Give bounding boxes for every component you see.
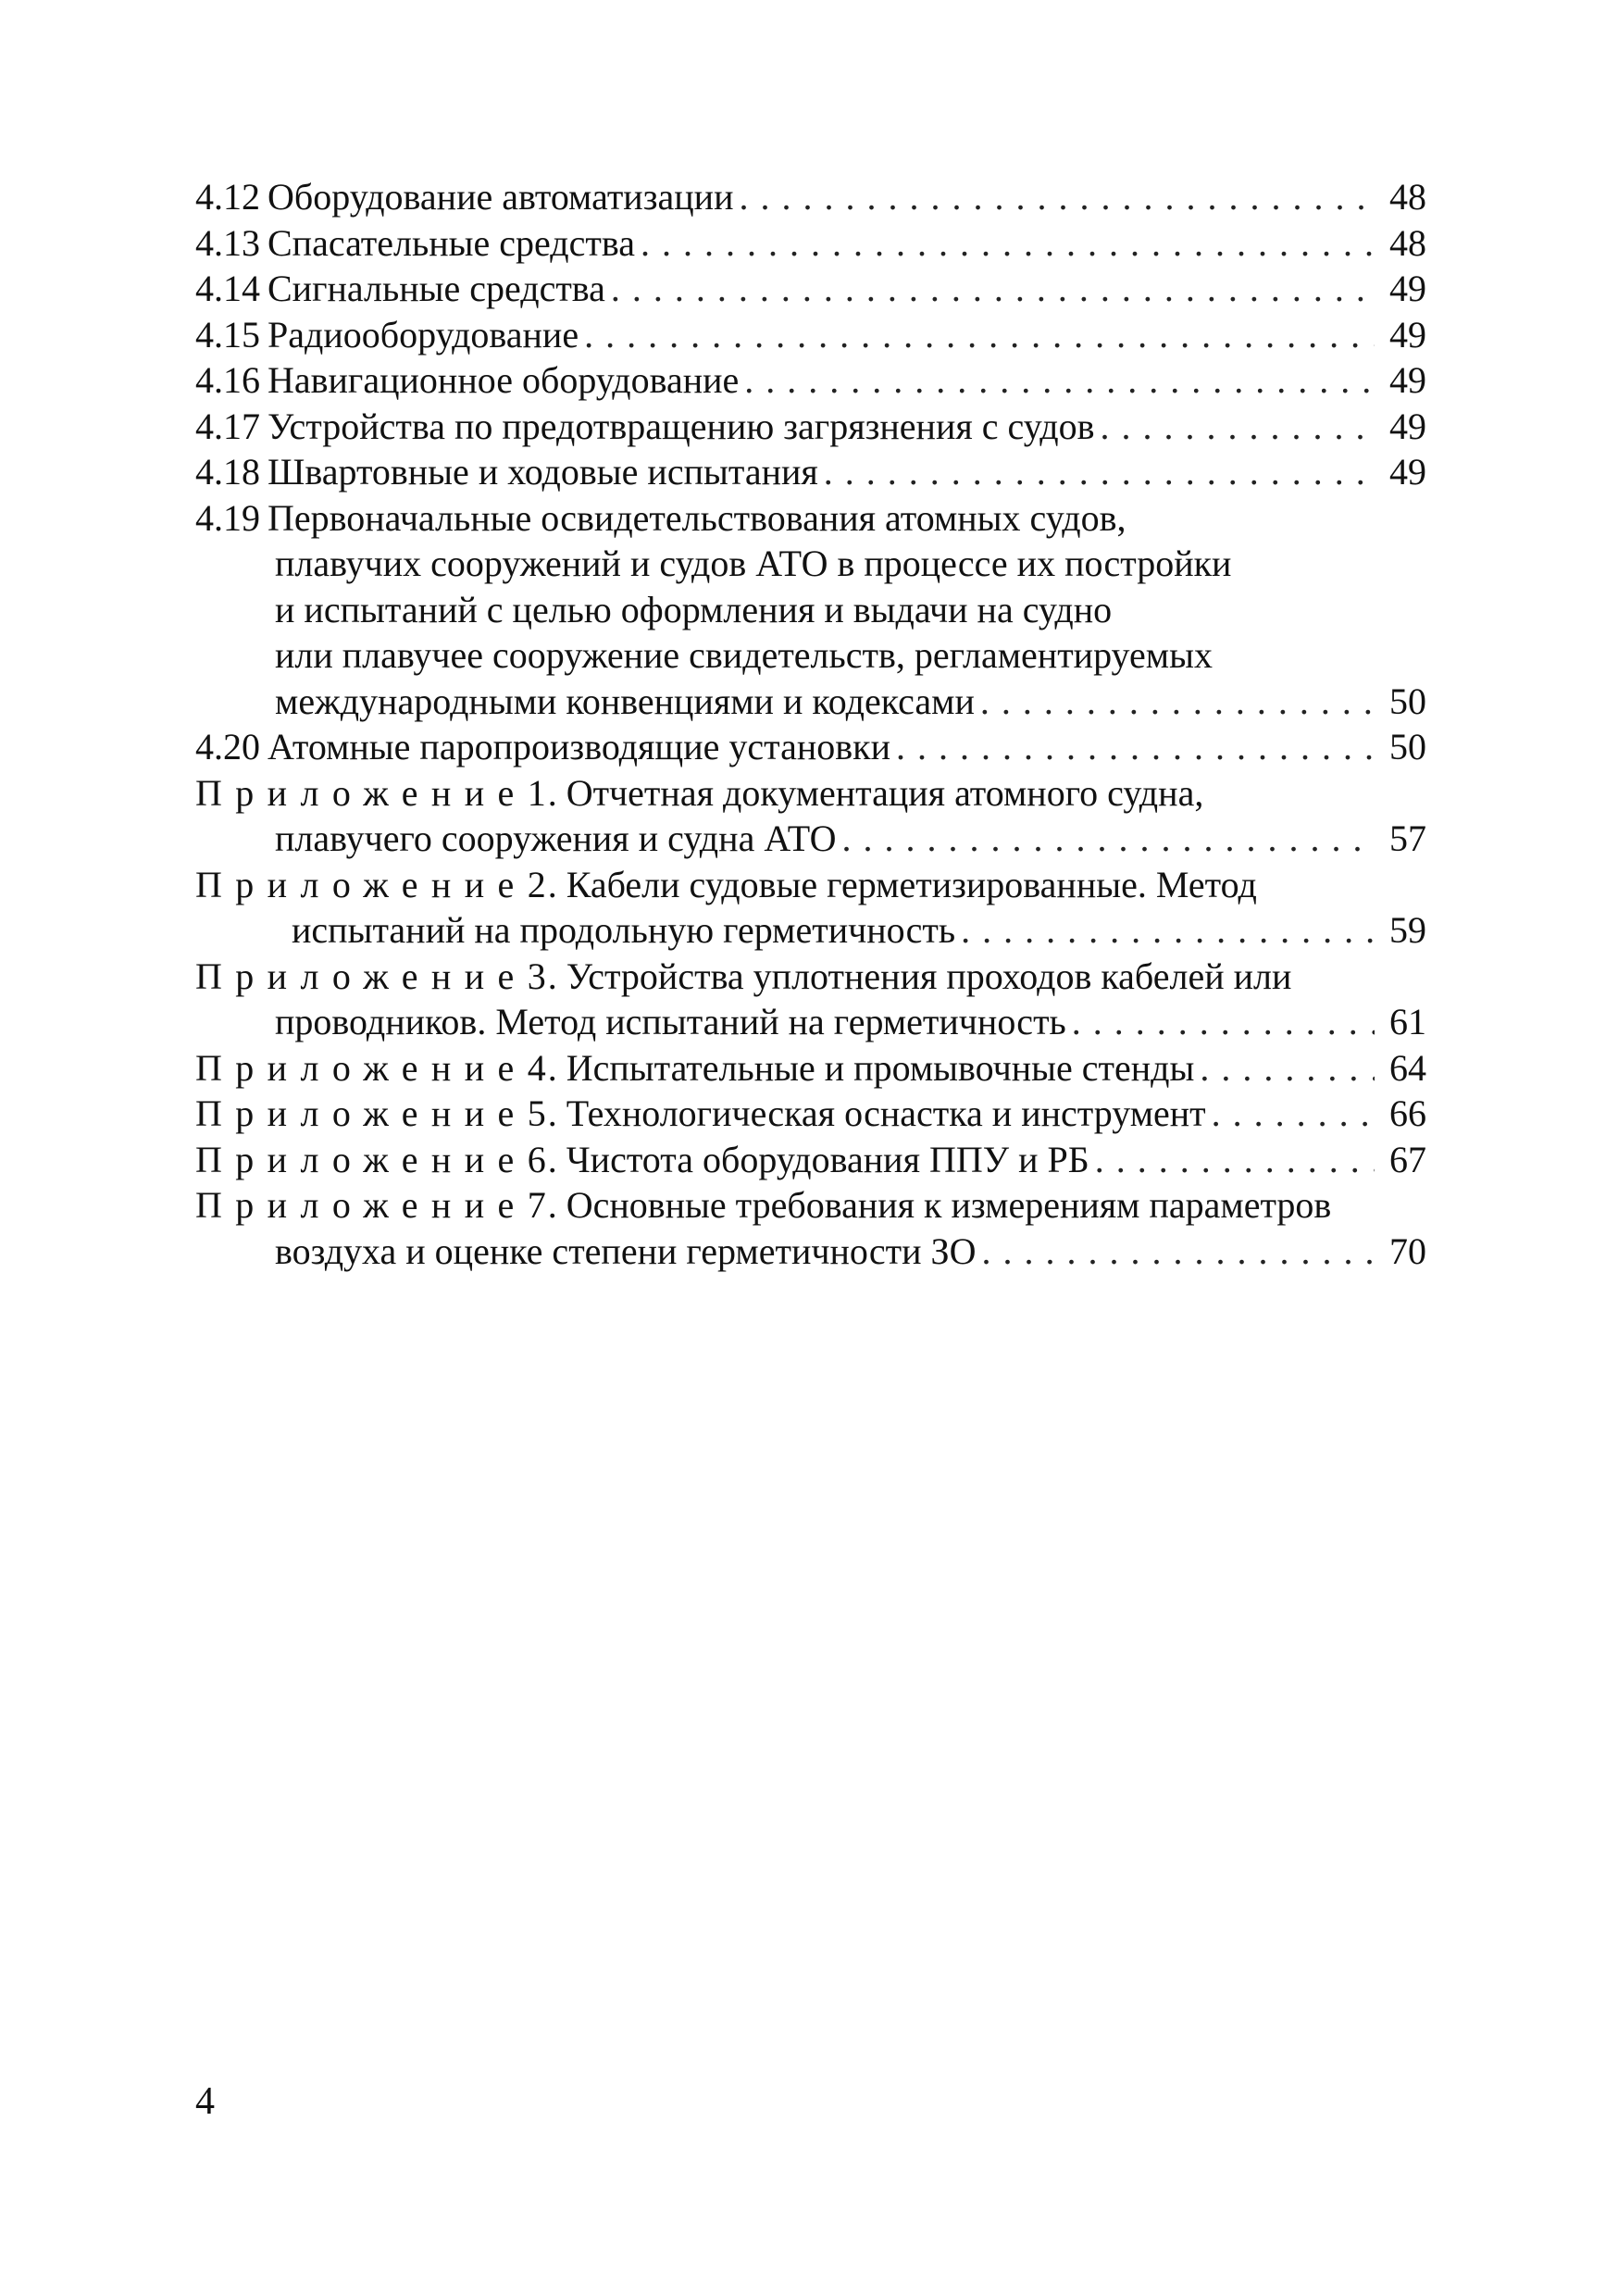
leader-dots [975, 679, 1375, 725]
toc-entry-number: 4.14 [195, 268, 260, 309]
appendix-title: плавучего сооружения и судна АТО [275, 817, 837, 859]
appendix-page: 66 [1389, 1092, 1426, 1134]
toc-entry-number: 4.15 [195, 313, 260, 356]
toc-line [195, 1137, 1426, 1183]
appendix-entry [195, 1182, 1426, 1274]
toc-line-continuation [195, 632, 1426, 679]
leader-dots [1194, 1045, 1375, 1092]
leader-dots [818, 449, 1375, 495]
appendix-page: 64 [1389, 1046, 1426, 1089]
appendix-page: 67 [1389, 1138, 1426, 1180]
toc-entry-title: и испытаний с целью оформления и выдачи на судно [275, 588, 1113, 630]
toc-entry-number: 4.19 [195, 496, 260, 539]
toc-entry-page: 49 [1389, 268, 1426, 309]
toc-entry [195, 174, 1426, 220]
appendix-word: Приложение [195, 771, 528, 814]
toc-line [195, 174, 1426, 220]
appendix-entry [195, 954, 1426, 1045]
toc-entry [195, 220, 1426, 267]
appendix-page: 70 [1389, 1229, 1426, 1272]
toc-line [195, 357, 1426, 404]
appendix-entry [195, 1091, 1426, 1137]
leader-dots [605, 266, 1375, 312]
appendix-word: Приложение [195, 955, 528, 997]
toc-entry-title: Первоначальные освидетельствования атомных судов, [268, 496, 1126, 539]
appendix-word: Приложение [195, 1092, 528, 1134]
appendix-entry [195, 862, 1426, 954]
toc-entry-page: 49 [1389, 359, 1426, 401]
appendix-title-sep: . [547, 1138, 566, 1180]
appendix-title-sep: . [547, 1184, 566, 1226]
toc-entry-title: Спасательные средства [268, 221, 635, 264]
appendix-title-sep: . [547, 955, 566, 997]
toc-entry-page: 49 [1389, 405, 1426, 447]
appendix-title: Кабели судовые герметизированные. Метод [566, 863, 1257, 905]
appendix-page: 59 [1389, 909, 1426, 951]
toc-entry-number: 4.18 [195, 451, 260, 493]
appendix-title: воздуха и оценке степени герметичности ЗО [275, 1229, 977, 1272]
appendix-number: 6 [527, 1138, 546, 1180]
toc-entry-page: 49 [1389, 451, 1426, 493]
appendix-title: Отчетная документация атомного судна, [566, 771, 1204, 814]
appendix-number: 2 [527, 863, 546, 905]
appendix-title-sep: . [547, 1092, 566, 1134]
toc-entry [195, 404, 1426, 450]
appendix-title: Технологическая оснастка и инструмент [566, 1092, 1206, 1134]
appendix-word: Приложение [195, 1046, 528, 1089]
toc-line [195, 220, 1426, 267]
toc-entry-title: Атомные паропроизводящие установки [268, 726, 890, 767]
appendix-entry [195, 1045, 1426, 1092]
table-of-contents [195, 174, 1426, 1274]
appendix-title: Испытательные и промывочные стенды [566, 1046, 1195, 1089]
toc-line-continuation [195, 679, 1426, 725]
toc-entry [195, 266, 1426, 312]
toc-entry-title: Оборудование автоматизации [268, 176, 734, 218]
toc-entry-page: 50 [1389, 726, 1426, 767]
toc-line [195, 404, 1426, 450]
toc-entry-title: Швартовные и ходовые испытания [268, 451, 818, 493]
toc-entry [195, 495, 1426, 725]
appendix-page: 57 [1389, 817, 1426, 859]
toc-line-continuation [195, 816, 1426, 862]
appendix-number: 1 [527, 771, 546, 814]
appendix-title-sep: . [547, 1046, 566, 1089]
toc-entry-title: Радиооборудование [268, 313, 579, 356]
toc-entry-title: плавучих сооружений и судов АТО в процессе их постройки [275, 543, 1232, 584]
toc-entry-page: 50 [1389, 680, 1426, 722]
toc-line [195, 1045, 1426, 1092]
appendix-title: Чистота оборудования ППУ и РБ [566, 1138, 1089, 1180]
leader-dots [579, 312, 1375, 358]
leader-dots [733, 174, 1375, 220]
appendix-title-sep: . [547, 863, 566, 905]
toc-line [195, 449, 1426, 495]
toc-entry-title: международными конвенциями и кодексами [275, 680, 975, 722]
toc-line-continuation [195, 999, 1426, 1045]
toc-line-continuation [195, 907, 1426, 954]
appendix-title: Устройства уплотнения проходов кабелей или [566, 955, 1292, 997]
toc-entry [195, 357, 1426, 404]
toc-line [195, 724, 1426, 770]
toc-entry-page: 48 [1389, 221, 1426, 264]
leader-dots [890, 724, 1375, 770]
toc-line [195, 312, 1426, 358]
leader-dots [739, 357, 1375, 404]
toc-entry-page: 48 [1389, 176, 1426, 218]
toc-entry-number: 4.12 [195, 176, 260, 218]
toc-line [195, 770, 1426, 817]
leader-dots [1206, 1091, 1375, 1137]
leader-dots [976, 1229, 1375, 1275]
toc-entry-title: Навигационное оборудование [268, 359, 740, 401]
appendix-word: Приложение [195, 1184, 528, 1226]
leader-dots [836, 816, 1375, 862]
toc-line [195, 495, 1426, 542]
toc-entry [195, 312, 1426, 358]
leader-dots [1089, 1137, 1375, 1183]
toc-entry [195, 449, 1426, 495]
toc-line [195, 1091, 1426, 1137]
appendix-number: 3 [527, 955, 546, 997]
toc-entry-number: 4.20 [195, 726, 260, 767]
page-number: 4 [195, 2080, 215, 2123]
appendix-word: Приложение [195, 863, 528, 905]
toc-line-continuation [195, 1229, 1426, 1275]
toc-entry-title: Устройства по предотвращению загрязнения с судов [268, 405, 1095, 447]
toc-line-continuation [195, 541, 1426, 587]
appendix-entry [195, 1137, 1426, 1183]
toc-line [195, 862, 1426, 908]
leader-dots [1066, 999, 1375, 1045]
appendix-number: 7 [527, 1184, 546, 1226]
toc-entry-number: 4.17 [195, 405, 260, 447]
leader-dots [635, 220, 1375, 267]
toc-entry-title: или плавучее сооружение свидетельств, регламентируемых [275, 634, 1213, 676]
appendix-page: 61 [1389, 1001, 1426, 1042]
toc-entry [195, 724, 1426, 770]
toc-entry-title: Сигнальные средства [268, 268, 605, 309]
leader-dots [955, 907, 1375, 954]
leader-dots [1094, 404, 1375, 450]
toc-line-continuation [195, 587, 1426, 633]
appendix-entry [195, 770, 1426, 862]
appendix-number: 5 [527, 1092, 546, 1134]
appendix-title: проводников. Метод испытаний на герметичность [275, 1001, 1066, 1042]
appendix-title: Основные требования к измерениям параметров [566, 1184, 1332, 1226]
appendix-title: испытаний на продольную герметичность [292, 909, 956, 951]
toc-entry-number: 4.16 [195, 359, 260, 401]
toc-line [195, 954, 1426, 1000]
toc-line [195, 1182, 1426, 1229]
appendix-number: 4 [527, 1046, 546, 1089]
appendix-word: Приложение [195, 1138, 528, 1180]
toc-entry-number: 4.13 [195, 221, 260, 264]
toc-line [195, 266, 1426, 312]
appendix-title-sep: . [547, 771, 566, 814]
toc-entry-page: 49 [1389, 313, 1426, 356]
